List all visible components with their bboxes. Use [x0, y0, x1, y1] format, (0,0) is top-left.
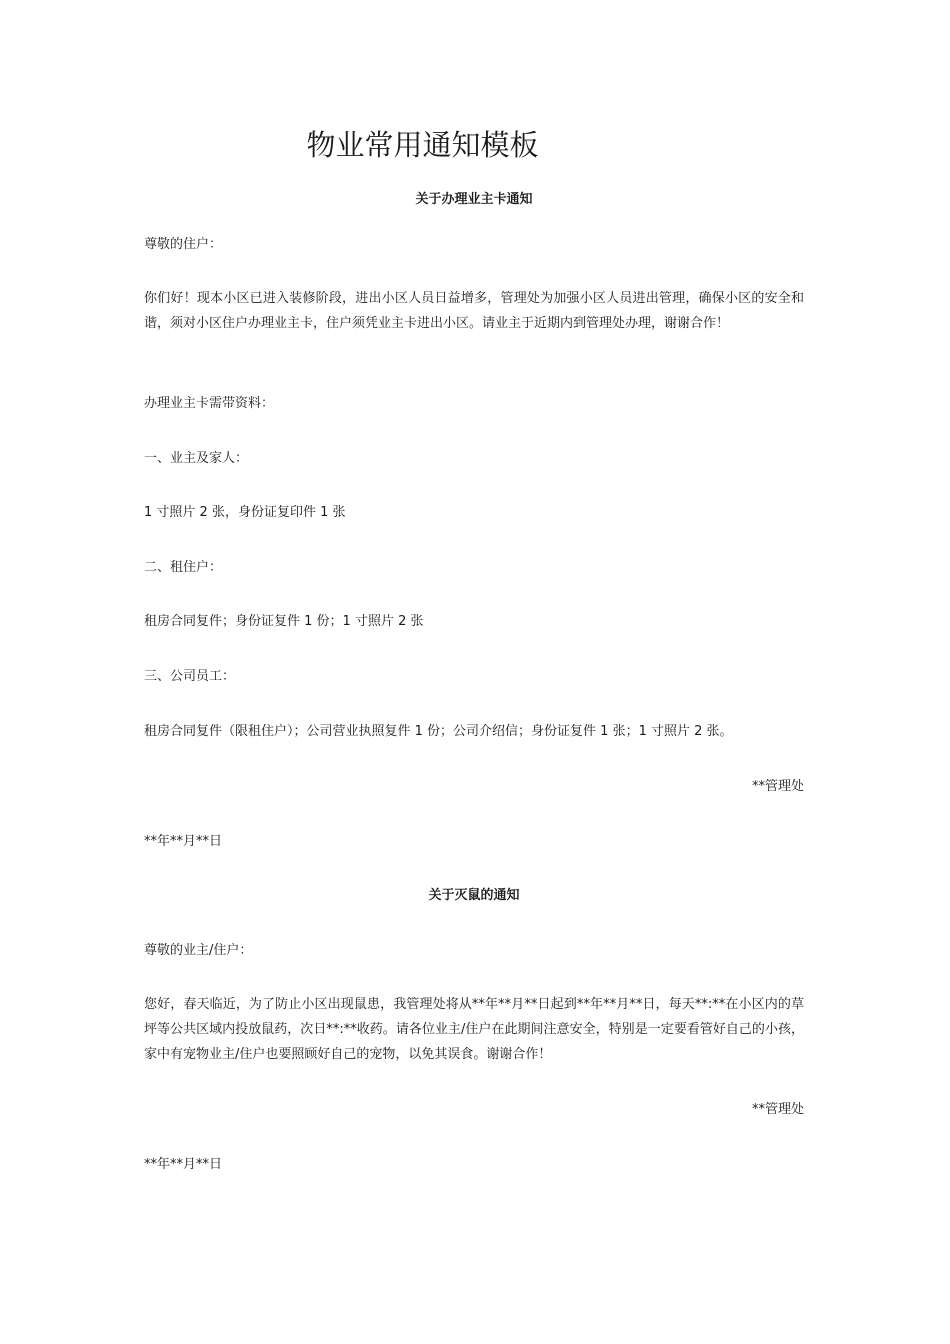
notice-date: **年**月**日 [144, 834, 223, 849]
notice-rodent-control [144, 886, 804, 1172]
item-detail: 1 寸照片 2 张，身份证复印件 1 张 [144, 505, 346, 520]
item-heading: 三、公司员工： [144, 669, 236, 684]
materials-heading: 办理业主卡需带资料： [144, 396, 275, 411]
item-detail: 租房合同复件；身份证复件 1 份；1 寸照片 2 张 [144, 614, 424, 629]
notice-signature: **管理处 [751, 1102, 804, 1117]
item-heading: 二、租住户： [144, 560, 223, 575]
notice-body: 你们好！现本小区已进入装修阶段，进出小区人员日益增多，管理处为加强小区人员进出管理，确保小区的安全和谐，须对小区住户办理业主卡，住户须凭业主卡进出小区。请业主于近期内到管理处办理，谢谢合作！ [144, 291, 804, 331]
notice-title: 关于灭鼠的通知 [428, 888, 520, 903]
notice-body: 您好，春天临近，为了防止小区出现鼠患，我管理处将从**年**月**日起到**年**月**日，每天**:**在小区内的草坪等公共区域内投放鼠药，次日**:**收药。请各位业主/住户在此期间注意安全，特别是一定要看管好自己的小孩，家中有宠物业主/住户也要照顾好自己的宠物，以免其误食。谢谢合作！ [144, 997, 804, 1062]
document-title: 物业常用通知模板 [306, 128, 539, 162]
notice-salutation: 尊敬的业主/住户： [144, 943, 253, 958]
notice-signature: **管理处 [751, 779, 804, 794]
notice-salutation: 尊敬的住户： [144, 237, 223, 252]
notice-title: 关于办理业主卡通知 [415, 192, 533, 207]
notice-date: **年**月**日 [144, 1157, 223, 1172]
notice-membership-card [144, 190, 804, 849]
item-heading: 一、业主及家人： [144, 451, 249, 466]
item-detail: 租房合同复件（限租住户）；公司营业执照复件 1 份；公司介绍信；身份证复件 1 张；1 寸照片 2 张。 [144, 724, 733, 739]
